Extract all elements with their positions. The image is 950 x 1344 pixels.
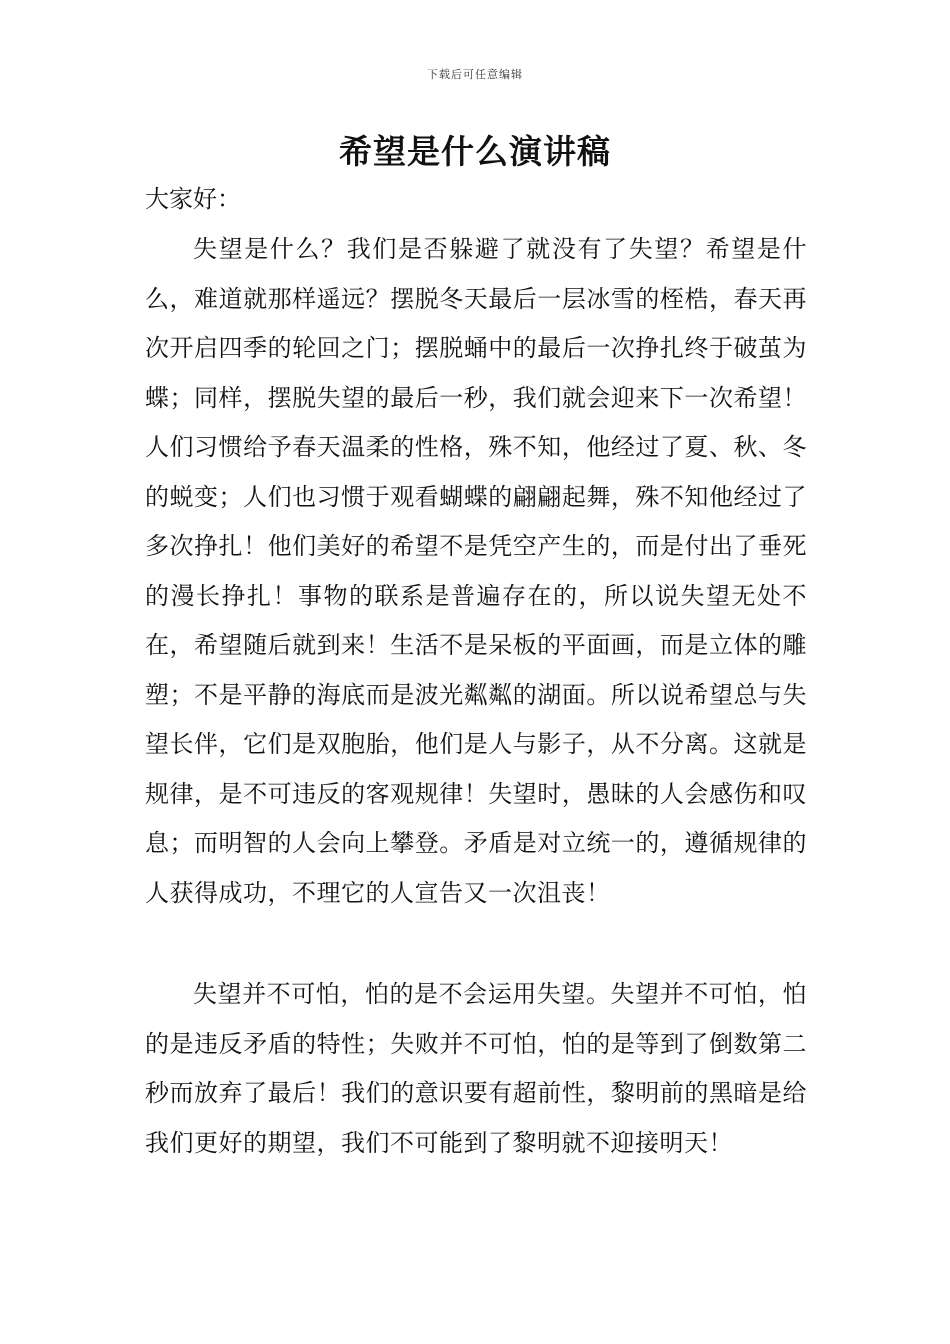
paragraph-1: 失望是什么？我们是否躲避了就没有了失望？希望是什么，难道就那样遥远？摆脱冬天最后一层冰雪的桎梏，春天再次开启四季的轮回之门；摆脱蛹中的最后一次挣扎终于破茧为蝶；同样，摆脱失望的最后一秒，我们就会迎来下一次希望！人们习惯给予春天温柔的性格，殊不知，他经过了夏、秋、冬的蜕变；人们也习惯于观看蝴蝶的翩翩起舞，殊不知他经过了多次挣扎！他们美好的希望不是凭空产生的，而是付出了垂死的漫长挣扎！事物的联系是普遍存在的，所以说失望无处不在，希望随后就到来！生活不是呆板的平面画，而是立体的雕塑；不是平静的海底而是波光粼粼的湖面。所以说希望总与失望长伴，它们是双胞胎，他们是人与影子，从不分离。这就是规律，是不可违反的客观规律！失望时，愚昧的人会感伤和叹息；而明智的人会向上攀登。矛盾是对立统一的，遵循规律的人获得成功，不理它的人宣告又一次沮丧！	[145, 235, 807, 907]
paragraph-2: 失望并不可怕，怕的是不会运用失望。失望并不可怕，怕的是违反矛盾的特性；失败并不可怕，怕的是等到了倒数第二秒而放弃了最后！我们的意识要有超前性，黎明前的黑暗是给我们更好的期望，我们不可能到了黎明就不迎接明天！	[145, 980, 807, 1157]
document-title: 希望是什么演讲稿	[339, 132, 611, 171]
header-note: 下载后可任意编辑	[427, 68, 523, 81]
greeting: 大家好：	[145, 185, 241, 213]
